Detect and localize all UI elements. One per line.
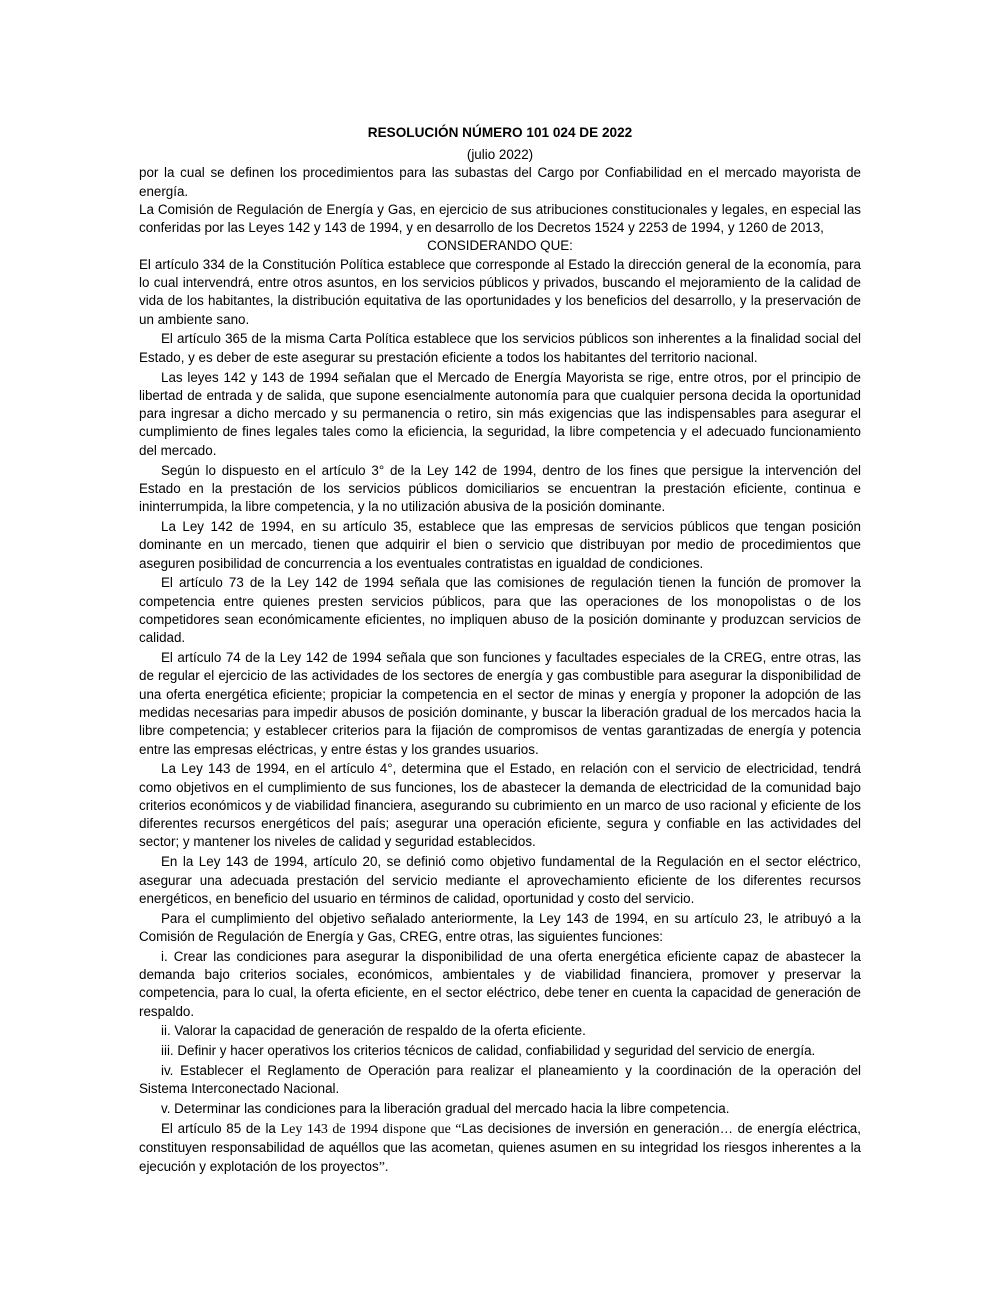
paragraph-art-85 [139,1120,861,1177]
paragraph-art-74: El artículo 74 de la Ley 142 de 1994 señala que son funciones y facultades especiales de la CREG, entre otras, las de regular el ejercicio de las actividades de los sectores de energía y gas combustible para asegurar la disponibilidad de una oferta energética eficiente; propiciar la competencia en el sector de minas y energía y proponer la adopción de las medidas necesarias para impedir abusos de posición dominante, y buscar la liberación gradual de los mercados hacia la libre competencia; y establecer criterios para la fijación de compromisos de ventas garantizadas de energía y potencia entre las empresas eléctricas, y entre éstas y los grandes usuarios. [139,650,861,757]
art-85-quote-start: Las decisiones de inversión en generación [461,1120,720,1136]
function-item-iii: iii. Definir y hacer operativos los criterios técnicos de calidad, confiabilidad y seguridad del servicio de energía. [161,1043,816,1059]
preamble-paragraph: La Comisión de Regulación de Energía y Gas, en ejercicio de sus atribuciones constitucionales y legales, en especial las conferidas por las Leyes 142 y 143 de 1994, y en desarrollo de los Decretos 1524 y 2253 de 1994, y 1260 de 2013, [139,201,861,236]
paragraph-art-3: Según lo dispuesto en el artículo 3° de la Ley 142 de 1994, dentro de los fines que persigue la intervención del Estado en la prestación de los servicios públicos domiciliarios se encuentran la prestación eficiente, continua e ininterrumpida, la libre competencia, y la no utilización abusiva de la posición dominante. [139,462,861,515]
function-item-v: v. Determinar las condiciones para la liberación gradual del mercado hacia la libre competencia. [161,1101,730,1117]
resolution-title: RESOLUCIÓN NÚMERO 101 024 DE 2022 [367,125,633,140]
art-85-quote-rest: … de energía eléctrica, constituyen responsabilidad de aquéllos que las acometan, quienes asumen en su integridad los riesgos inherentes a la ejecución y explotación de los proyectos [139,1120,861,1174]
paragraph-leyes-142-143: Las leyes 142 y 143 de 1994 señalan que el Mercado de Energía Mayorista se rige, entre otros, por el principio de libertad de entrada y de salida, que supone esencialmente autonomía para que cualquier persona decida la oportunidad para ingresar a dicho mercado y su permanencia o retiro, sin más exigencias que las indispensables para asegurar el cumplimiento de fines legales tales como la eficiencia, la seguridad, la libre competencia y el adecuado funcionamiento del mercado. [139,369,861,458]
art-85-text-start: El artículo 85 de la [161,1120,281,1136]
paragraph-art-35: La Ley 142 de 1994, en su artículo 35, establece que las empresas de servicios públicos que tengan posición dominante en un mercado, tienen que adquirir el bien o servicio que distribuyan por medio de procedimientos que aseguren posibilidad de concurrencia a los eventuales contratistas en igualdad de condiciones. [139,518,861,571]
resolution-date: (julio 2022) [466,147,534,162]
paragraph-art-4: La Ley 143 de 1994, en el artículo 4°, determina que el Estado, en relación con el servicio de electricidad, tendrá como objetivos en el cumplimiento de sus funciones, los de abastecer la demanda de electricidad de la comunidad bajo criterios económicos y de viabilidad financiera, asegurando su cubrimiento en un marco de uso racional y eficiente de los diferentes recursos energéticos del país; asegurar una operación eficiente, segura y confiable en las actividades del sector; y mantener los niveles de calidad y seguridad establecidos. [139,761,861,850]
paragraph-art-334: El artículo 334 de la Constitución Política establece que corresponde al Estado la dirección general de la economía, para lo cual intervendrá, entre otros asuntos, en los servicios públicos y privados, buscando el mejoramiento de la calidad de vida de los habitantes, la distribución equitativa de las oportunidades y los beneficios del desarrollo, y la preservación de un ambiente sano. [139,256,861,327]
function-item-iv: iv. Establecer el Reglamento de Operación para realizar el planeamiento y la coordinación de la operación del Sistema Interconectado Nacional. [139,1063,861,1097]
function-item-ii: ii. Valorar la capacidad de generación de respaldo de la oferta eficiente. [161,1023,586,1039]
paragraph-art-365: El artículo 365 de la misma Carta Política establece que los servicios públicos son inherentes a la finalidad social del Estado, y es deber de este asegurar su prestación eficiente a todos los habitantes del territorio nacional. [139,331,861,365]
paragraph-art-20: En la Ley 143 de 1994, artículo 20, se definió como objetivo fundamental de la Regulación en el sector eléctrico, asegurar una adecuada prestación del servicio mediante el aprovechamiento eficiente de los diferentes recursos energéticos, en beneficio del usuario en términos de calidad, oportunidad y costo del servicio. [139,854,861,906]
art-85-quote-end: ”. [378,1159,389,1175]
art-85-law-reference: Ley 143 de 1994 dispone que “ [280,1121,462,1137]
paragraph-art-23: Para el cumplimiento del objetivo señalado anteriormente, la Ley 143 de 1994, en su artículo 23, le atribuyó a la Comisión de Regulación de Energía y Gas, CREG, entre otras, las siguientes funciones: [139,910,861,944]
document-page [139,124,861,1177]
resolution-subject: por la cual se definen los procedimientos para las subastas del Cargo por Confiabilidad en el mercado mayorista de energía. [139,165,861,199]
paragraph-art-73: El artículo 73 de la Ley 142 de 1994 señala que las comisiones de regulación tienen la función de promover la competencia entre quienes presten servicios públicos, para que las operaciones de los monopolistas o de los competidores sean económicamente eficientes, no impliquen abuso de la posición dominante y produzcan servicios de calidad. [139,575,861,646]
function-item-i: i. Crear las condiciones para asegurar la disponibilidad de una oferta energética eficiente capaz de abastecer la demanda bajo criterios sociales, económicos, ambientales y de viabilidad financiera, promover y preservar la competencia, para lo cual, la oferta eficiente, en el sector eléctrico, debe tener en cuenta la capacidad de generación de respaldo. [139,948,861,1019]
considering-heading: CONSIDERANDO QUE: [427,238,573,254]
